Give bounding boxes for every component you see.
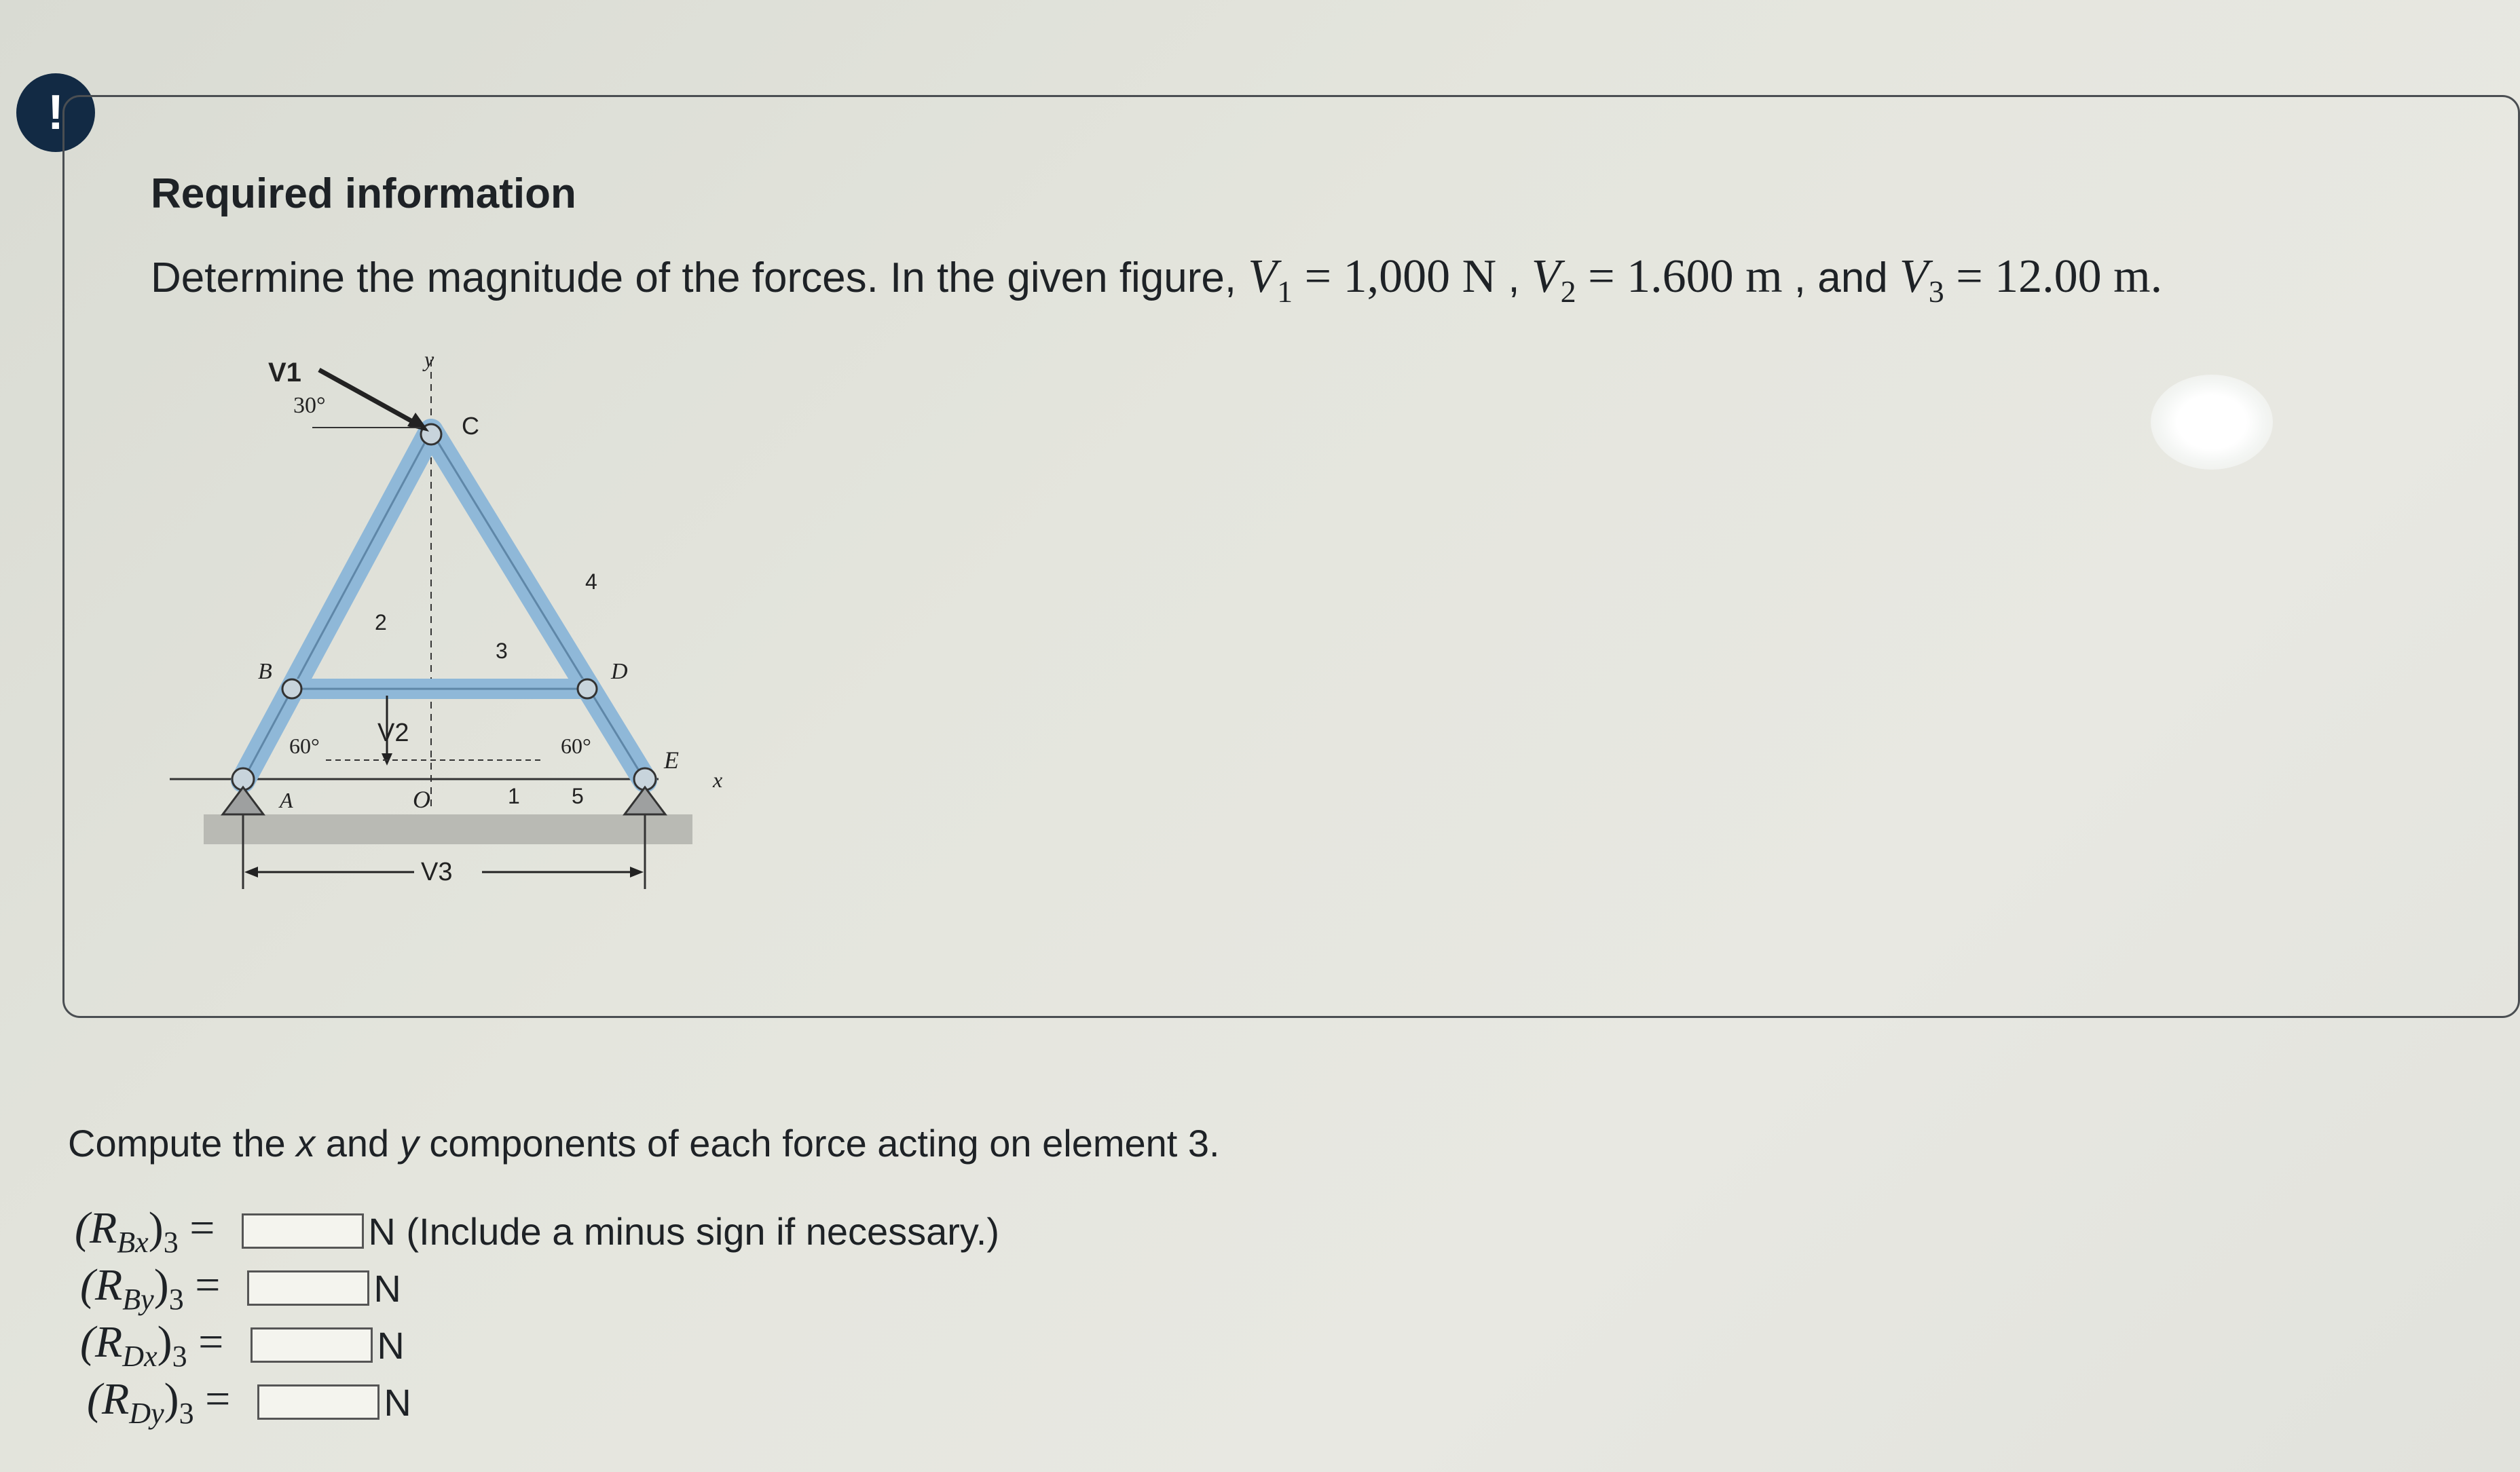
label-a: A xyxy=(280,788,293,812)
label-angle-60-left: 60° xyxy=(289,734,320,758)
alert-icon: ! xyxy=(16,73,95,152)
label-x-axis: x xyxy=(713,768,723,792)
force-v1-arrow xyxy=(319,370,421,426)
label-v2: V2 xyxy=(377,719,409,747)
support-e xyxy=(625,787,665,814)
label-angle-60-right: 60° xyxy=(561,734,591,758)
member-4-center-line xyxy=(431,431,645,780)
label-b: B xyxy=(258,659,272,684)
label-v1: V1 xyxy=(268,358,301,388)
answer-row-rdy xyxy=(87,1374,411,1431)
label-member-2: 2 xyxy=(375,610,387,635)
rdx-input[interactable] xyxy=(251,1327,373,1363)
support-a xyxy=(223,787,263,814)
label-member-5: 5 xyxy=(572,784,584,808)
label-rdx: $(R_{Dx})_3$ = xyxy=(80,1317,224,1374)
separator-1: , xyxy=(1496,254,1532,301)
problem-statement xyxy=(151,250,2162,309)
label-rbx: $(R_{Bx})_3$ = xyxy=(75,1203,215,1260)
pin-d xyxy=(578,679,597,698)
unit-rdx: N xyxy=(377,1323,405,1367)
unit-rdy: N xyxy=(384,1380,411,1424)
label-member-4: 4 xyxy=(585,569,597,594)
label-member-1: 1 xyxy=(508,784,520,808)
truss-figure xyxy=(163,339,723,909)
label-member-3: 3 xyxy=(496,639,508,663)
answer-row-rdx xyxy=(80,1317,405,1374)
answer-row-rby xyxy=(80,1260,401,1317)
label-origin-o: O xyxy=(413,786,430,813)
question-text: Compute the x and y components of each force acting on element 3. xyxy=(68,1122,1220,1165)
label-v3: V3 xyxy=(421,858,453,886)
unit-rby: N xyxy=(373,1266,401,1310)
separator-2: , and xyxy=(1782,254,1900,301)
v2-expression: $V_2 = 1.600$ m xyxy=(1531,250,1783,309)
answer-row-rbx xyxy=(75,1203,999,1260)
label-angle-30: 30° xyxy=(293,393,326,418)
rby-input[interactable] xyxy=(247,1270,369,1306)
label-e: E xyxy=(664,747,679,774)
prompt-text: Determine the magnitude of the forces. In the given figure, xyxy=(151,254,1237,301)
ground-base xyxy=(204,814,692,844)
pin-b xyxy=(282,679,301,698)
rdy-input[interactable] xyxy=(257,1384,379,1420)
v3-expression: $V_3 = 12.00$ m. xyxy=(1899,250,2163,309)
dimension-right-arrowhead xyxy=(630,867,644,877)
dimension-left-arrowhead xyxy=(244,867,258,877)
screen-glare xyxy=(2151,375,2273,470)
rbx-input[interactable] xyxy=(242,1213,364,1249)
v1-expression: $V_1 = 1,000$ N xyxy=(1248,250,1497,309)
label-d: D xyxy=(611,659,628,684)
label-y-axis: y xyxy=(424,347,434,371)
label-rby: $(R_{By})_3$ = xyxy=(80,1260,221,1317)
unit-rbx: N (Include a minus sign if necessary.) xyxy=(368,1209,999,1253)
label-rdy: $(R_{Dy})_3$ = xyxy=(87,1374,231,1431)
required-info-title: Required information xyxy=(151,170,576,217)
label-c: C xyxy=(462,412,479,440)
